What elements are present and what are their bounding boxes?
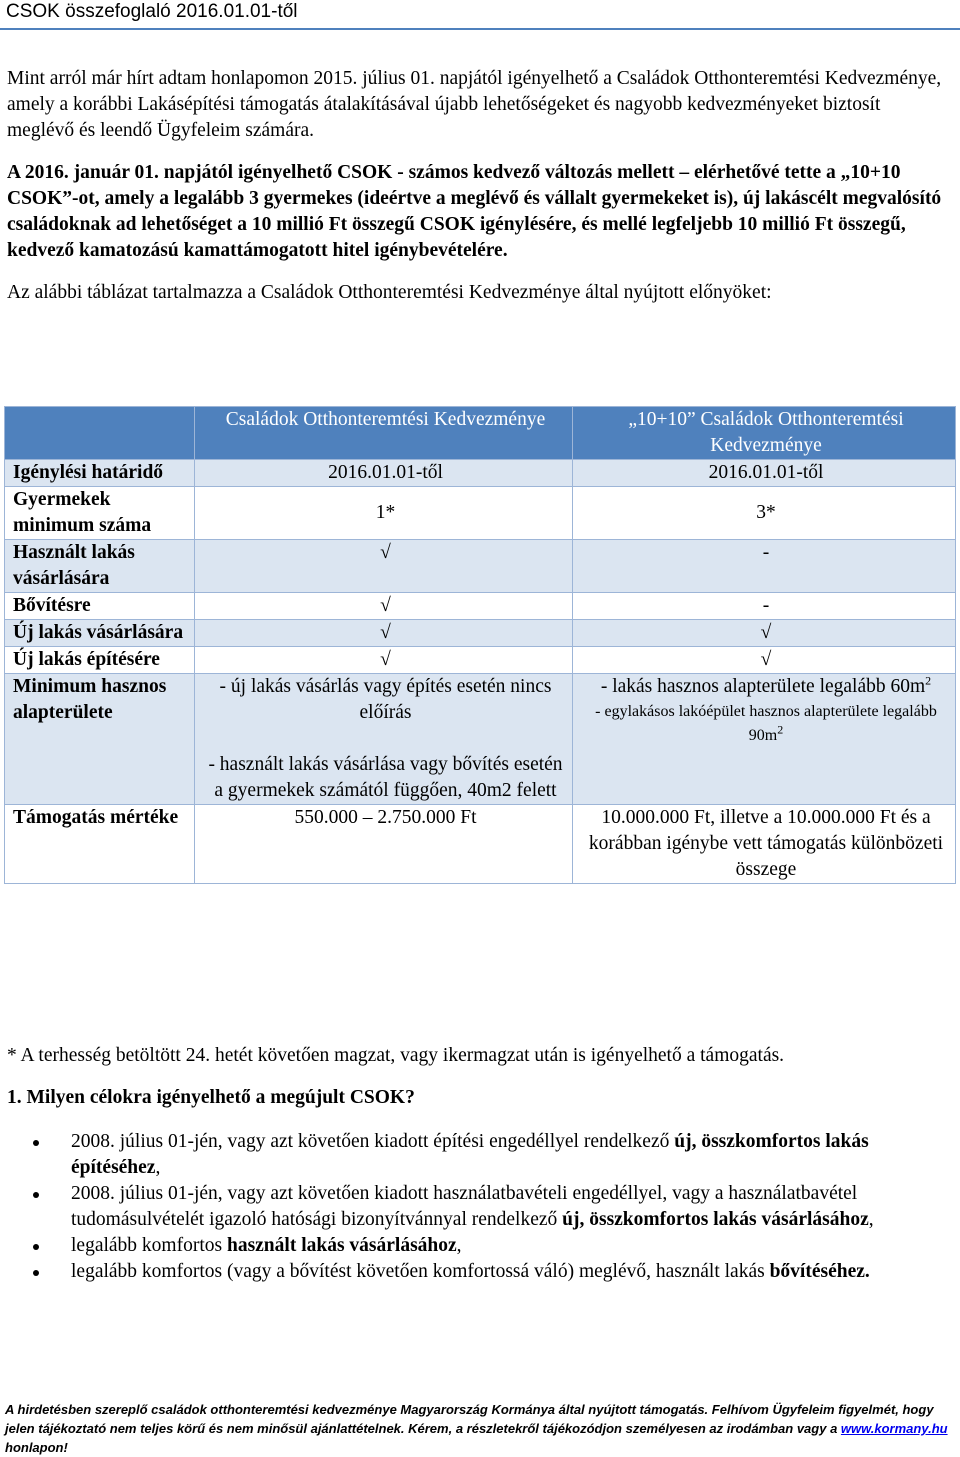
table-intro-paragraph: Az alábbi táblázat tartalmazza a Családok Otthonteremtési Kedvezménye által nyújtott előnyöket: — [7, 282, 772, 303]
table-row — [5, 487, 956, 540]
cell-csok: √ — [195, 540, 573, 593]
list-item: 2008. július 01-jén, vagy azt követően kiadott építési engedéllyel rendelkező új, összkomfortos lakás építéséhez, — [71, 1129, 947, 1181]
row-label: Új lakás vásárlására — [5, 620, 195, 647]
col-header-csok: Családok Otthonteremtési Kedvezménye — [195, 407, 573, 460]
cell-csok: 550.000 – 2.750.000 Ft — [195, 805, 573, 884]
col-header-csok-10-10: „10+10” Családok Otthonteremtési Kedvezménye — [573, 407, 956, 460]
min-area-new-text: - új lakás vásárlás vagy építés esetén nincs előírás — [219, 676, 552, 723]
min-area-used-text: - használt lakás vásárlása vagy bővítés esetén a gyermekek számától függően, 40m2 felett — [208, 754, 563, 801]
table-row — [5, 540, 956, 593]
table-row — [5, 460, 956, 487]
list-item: 2008. július 01-jén, vagy azt követően kiadott használatbavételi engedéllyel, vagy a használatbavétel tudomásulvételét igazoló hatósági bizonyítvánnyal rendelkező új, összkomfortos lakás vásárlásához, — [71, 1181, 947, 1233]
cell-csok: √ — [195, 620, 573, 647]
table-row — [5, 647, 956, 674]
kormany-link[interactable]: www.kormany.hu — [840, 1421, 948, 1436]
cell-csok-10-10: √ — [573, 620, 956, 647]
row-label: Támogatás mértéke — [5, 805, 195, 884]
cell-csok — [195, 674, 573, 805]
row-label: Új lakás építésére — [5, 647, 195, 674]
benefits-table — [4, 406, 956, 884]
header-title: CSOK összefoglaló 2016.01.01-től — [6, 1, 298, 22]
footnote: * A terhesség betöltött 24. hetét követően magzat, vagy ikermagzat után is igényelhető a támogatás. — [7, 1045, 785, 1066]
min-area-flat-text: - lakás hasznos alapterülete legalább $60m^2$ — [600, 673, 932, 697]
cell-csok: √ — [195, 647, 573, 674]
cell-csok-10-10: √ — [573, 647, 956, 674]
cell-csok-10-10 — [573, 674, 956, 805]
intro-paragraph: Mint arról már hírt adtam honlapomon 2015. július 01. napjától igényelhető a Családok Otthonteremtési Kedvezménye, amely a korábbi Lakásépítési támogatás átalakításával újabb lehetőségeket és nagyobb kedvezményeket biztosít meglévő és leendő Ügyfeleim számára. — [7, 68, 942, 141]
cell-csok-10-10: 10.000.000 Ft, illetve a 10.000.000 Ft és a korábban igénybe vett támogatás különbözeti összege — [573, 805, 956, 884]
after-table-section — [7, 1043, 947, 1285]
purpose-list — [7, 1129, 947, 1285]
table-header-row — [5, 407, 956, 460]
list-item: legalább komfortos használt lakás vásárlásához, — [71, 1233, 947, 1259]
document-body — [7, 66, 947, 334]
highlight-paragraph: A 2016. január 01. napjától igényelhető CSOK - számos kedvező változás mellett – elérhetővé tette a „10+10 CSOK”-ot, amely a legalább 3 gyermekes (ideértve a meglévő és vállalt gyermekeket is), új lakáscélt megvalósító családoknak ad lehetőséget a 10 millió Ft összegű CSOK igénylésére, és mellé legfeljebb 10 millió Ft összegű, kedvező kamatozású kamattámogatott hitel igénybevételére. — [7, 162, 942, 261]
table-row — [5, 620, 956, 647]
cell-csok-10-10: 3* — [573, 487, 956, 540]
cell-csok: 2016.01.01-től — [195, 460, 573, 487]
row-label: Használt lakás vásárlására — [5, 540, 195, 593]
row-label: Gyermekek minimum száma — [5, 487, 195, 540]
row-label: Igénylési határidő — [5, 460, 195, 487]
row-label: Bővítésre — [5, 593, 195, 620]
cell-csok: √ — [195, 593, 573, 620]
footer-disclaimer: A hirdetésben szereplő családok otthonteremtési kedvezménye Magyarország Kormánya által nyújtott támogatás. Felhívom Ügyfeleim figyelmét, hogy jelen tájékoztató nem teljes körű és nem minősül ajánlattételnek. Kérem, a részletekről tájékozódjon személyesen az irodámban vagy a www.kormany.hu honlapon! — [5, 1402, 948, 1455]
section-question: 1. Milyen célokra igényelhető a megújult CSOK? — [7, 1087, 415, 1108]
table-row — [5, 805, 956, 884]
cell-csok-10-10: - — [573, 593, 956, 620]
table-corner-cell — [5, 407, 195, 460]
list-item: legalább komfortos (vagy a bővítést követően komfortossá váló) meglévő, használt lakás bővítéséhez. — [71, 1259, 947, 1285]
min-area-house-text: - egylakásos lakóépület hasznos alapterülete legalább $90m^2$ — [595, 703, 937, 744]
row-label: Minimum hasznos alapterülete — [5, 674, 195, 805]
page-header — [0, 0, 960, 30]
cell-csok: 1* — [195, 487, 573, 540]
cell-csok-10-10: 2016.01.01-től — [573, 460, 956, 487]
table-row — [5, 593, 956, 620]
table-row — [5, 674, 956, 805]
cell-csok-10-10: - — [573, 540, 956, 593]
